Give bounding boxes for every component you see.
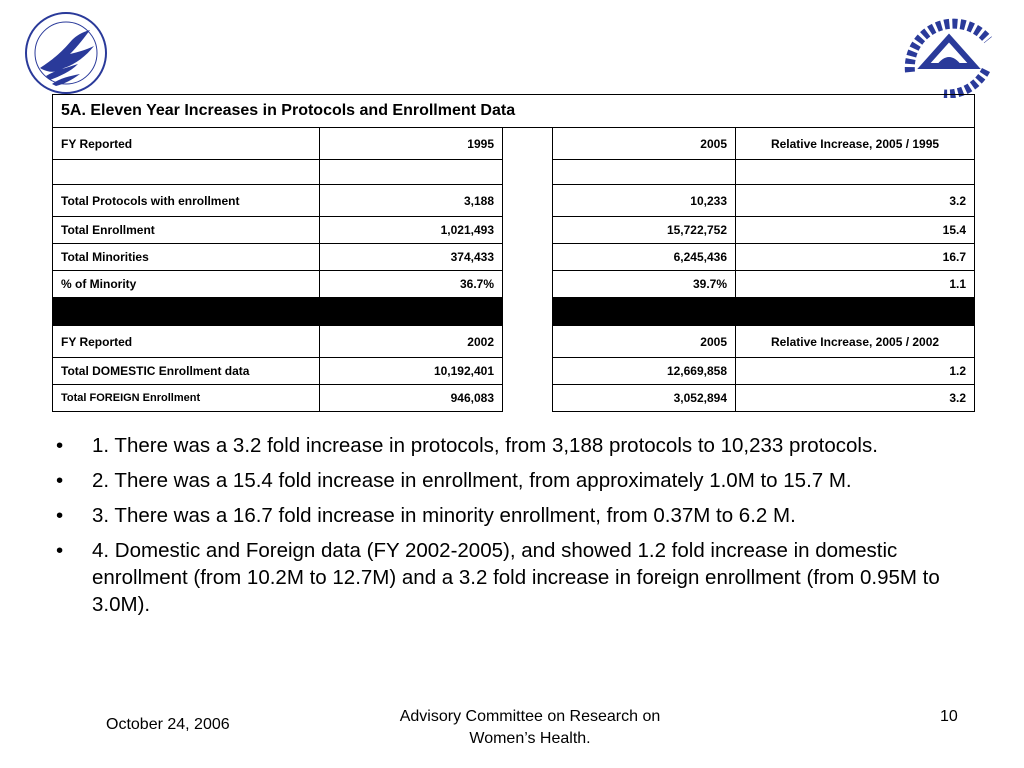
table-row	[53, 358, 975, 385]
bullet-marker: •	[56, 504, 64, 527]
bullet-text: 4. Domestic and Foreign data (FY 2002-2005), and showed 1.2 fold increase in domestic enrollment (from 10.2M to 12.7M) and a 3.2 fold increase in foreign enrollment (from 0.95M to 3.0M).	[92, 539, 940, 616]
bullet-item	[52, 432, 982, 459]
row-relative: 1.2	[736, 358, 975, 385]
hhs-logo	[20, 10, 112, 96]
bullet-text: 2. There was a 15.4 fold increase in enrollment, from approximately 1.0M to 15.7 M.	[92, 469, 852, 492]
table-spacer-row	[53, 160, 975, 185]
header-year-1: 1995	[320, 128, 503, 160]
row-label: Total Minorities	[53, 244, 320, 271]
nih-logo	[898, 12, 1000, 98]
bullet-item	[52, 537, 982, 618]
bullet-marker: •	[56, 469, 64, 492]
table-header-row	[53, 128, 975, 160]
bullet-list	[52, 432, 982, 626]
row-relative: 16.7	[736, 244, 975, 271]
row-value-2: 12,669,858	[553, 358, 736, 385]
row-value-2: 10,233	[553, 185, 736, 217]
row-value-2: 15,722,752	[553, 217, 736, 244]
enrollment-table	[52, 94, 975, 412]
header-year-1: 2002	[320, 326, 503, 358]
table-row	[53, 217, 975, 244]
header-relative: Relative Increase, 2005 / 1995	[736, 128, 975, 160]
bullet-marker: •	[56, 434, 64, 457]
table-row	[53, 185, 975, 217]
header-year-2: 2005	[553, 128, 736, 160]
row-value-1: 1,021,493	[320, 217, 503, 244]
table-header-row	[53, 326, 975, 358]
header-year-2: 2005	[553, 326, 736, 358]
row-value-1: 946,083	[320, 385, 503, 412]
bullet-marker: •	[56, 539, 64, 562]
header-relative: Relative Increase, 2005 / 2002	[736, 326, 975, 358]
bullet-item	[52, 467, 982, 494]
footer-date: October 24, 2006	[106, 716, 230, 733]
header-label: FY Reported	[53, 128, 320, 160]
row-value-2: 6,245,436	[553, 244, 736, 271]
row-value-1: 374,433	[320, 244, 503, 271]
bullet-item	[52, 502, 982, 529]
row-relative: 15.4	[736, 217, 975, 244]
bullet-text: 3. There was a 16.7 fold increase in minority enrollment, from 0.37M to 6.2 M.	[92, 504, 796, 527]
bullet-text: 1. There was a 3.2 fold increase in protocols, from 3,188 protocols to 10,233 protocols.	[92, 434, 878, 457]
table-row	[53, 244, 975, 271]
row-value-1: 3,188	[320, 185, 503, 217]
row-relative: 1.1	[736, 271, 975, 298]
row-value-1: 10,192,401	[320, 358, 503, 385]
footer-title-line-2: Women’s Health.	[469, 730, 591, 747]
row-relative: 3.2	[736, 385, 975, 412]
row-label: Total Enrollment	[53, 217, 320, 244]
row-value-1: 36.7%	[320, 271, 503, 298]
header-label: FY Reported	[53, 326, 320, 358]
table-divider-row	[53, 298, 975, 326]
row-label: % of Minority	[53, 271, 320, 298]
footer-title	[340, 706, 720, 750]
table-title: 5A. Eleven Year Increases in Protocols and Enrollment Data	[53, 95, 975, 128]
row-label: Total FOREIGN Enrollment	[53, 385, 320, 412]
table-row	[53, 271, 975, 298]
row-label: Total DOMESTIC Enrollment data	[53, 358, 320, 385]
row-value-2: 3,052,894	[553, 385, 736, 412]
row-value-2: 39.7%	[553, 271, 736, 298]
table-row	[53, 385, 975, 412]
row-label: Total Protocols with enrollment	[53, 185, 320, 217]
row-relative: 3.2	[736, 185, 975, 217]
page-number: 10	[940, 708, 958, 725]
footer-title-line-1: Advisory Committee on Research on	[399, 708, 661, 725]
